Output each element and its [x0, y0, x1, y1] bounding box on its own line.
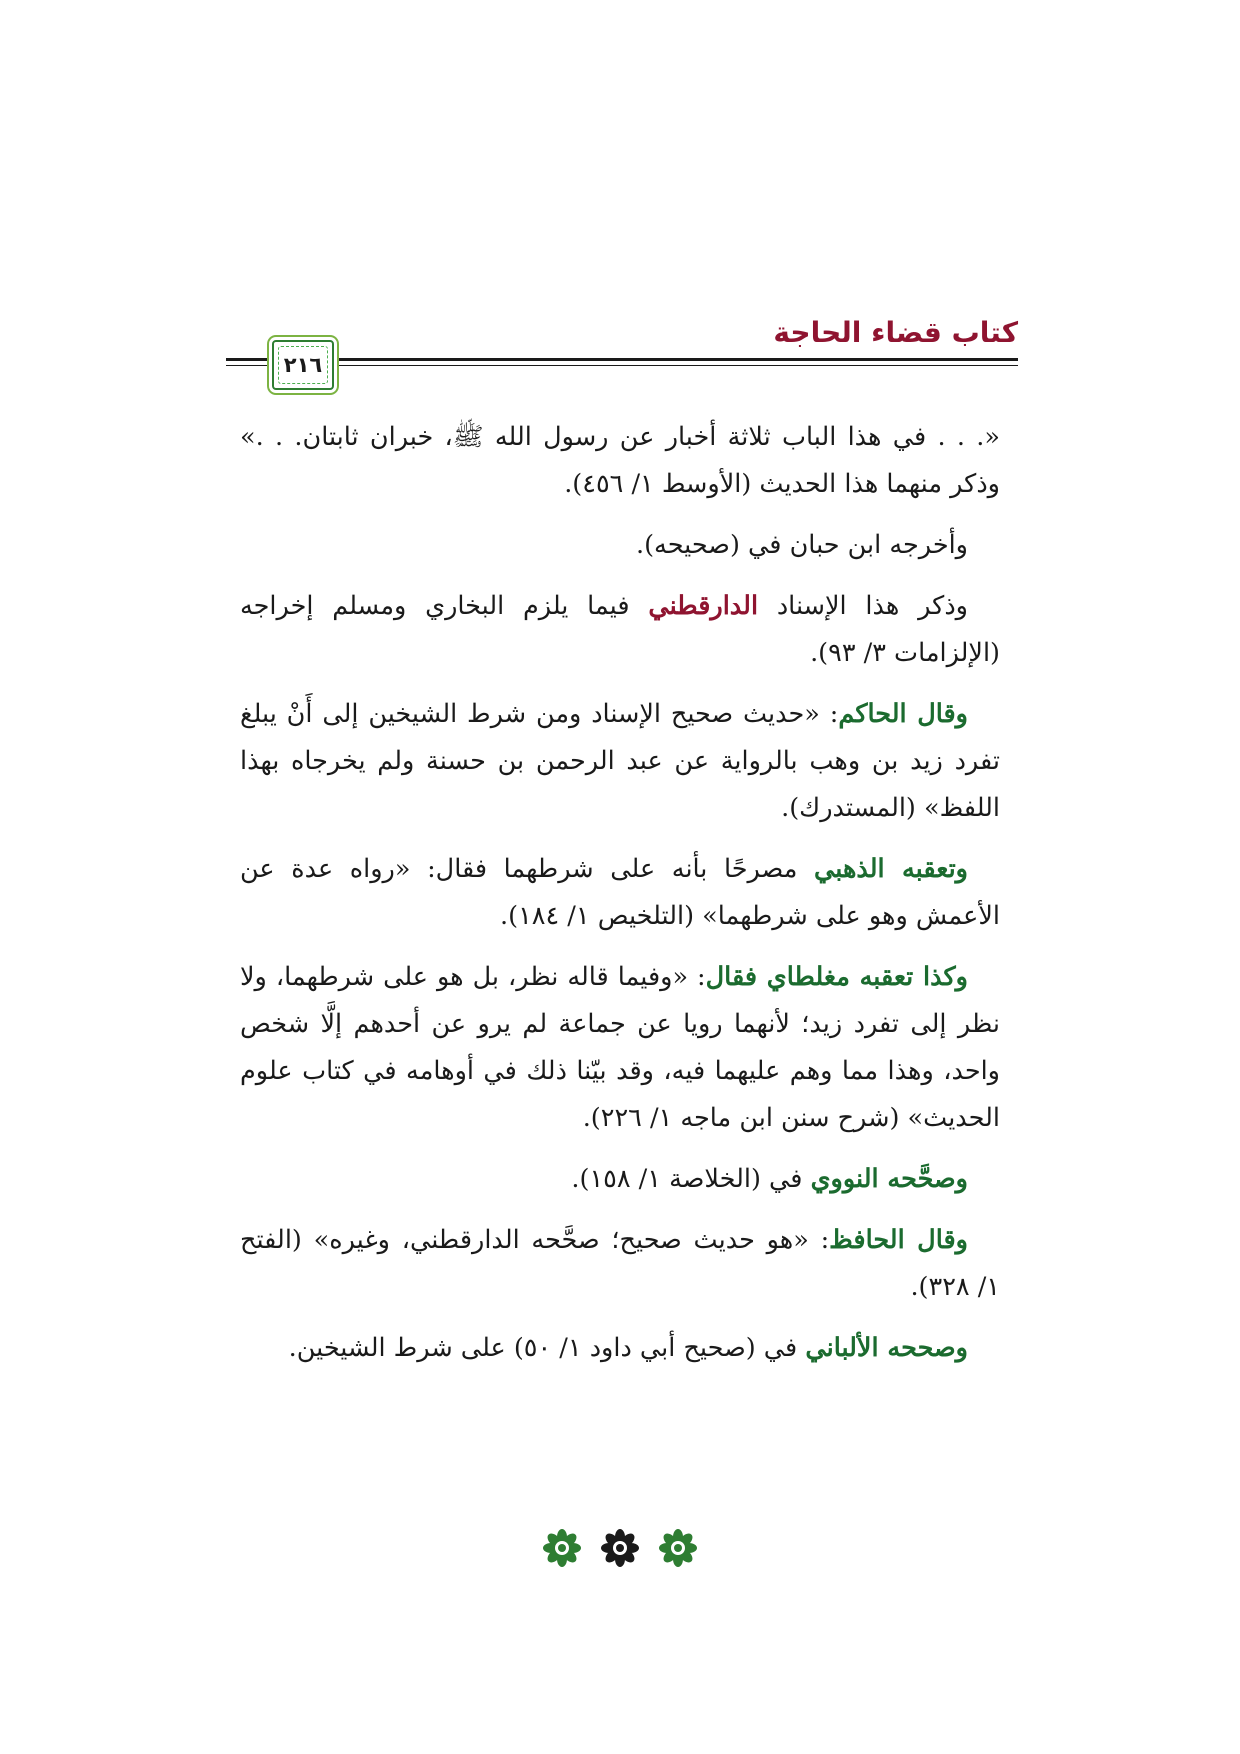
page-body [240, 414, 1000, 1386]
paragraph-text: : «هو حديث صحيح؛ صحَّحه الدارقطني، وغيره» (الفتح ١/ ٣٢٨). [240, 1225, 1000, 1302]
scholar-name: وصحَّحه النووي [810, 1164, 968, 1194]
scholar-name: وتعقبه الذهبي [814, 854, 968, 884]
paragraph-text: فيما يلزم البخاري ومسلم إخراجه (الإلزامات ٣/ ٩٣). [240, 591, 1000, 668]
scholar-name: وصححه الألباني [805, 1333, 968, 1363]
paragraph-text: في (صحيح أبي داود ١/ ٥٠) على شرط الشيخين. [288, 1333, 806, 1363]
paragraph-text: وأخرجه ابن حبان في (صحيحه). [635, 530, 968, 560]
paragraph [240, 954, 1000, 1142]
paragraph-text: مصرحًا بأنه على شرطهما فقال: «رواه عدة عن الأعمش وهو على شرطهما» (التلخيص ١/ ١٨٤). [240, 854, 1000, 931]
scholar-name: الدارقطني [648, 591, 759, 621]
header-rule-thick [226, 358, 1018, 361]
scholar-name: وقال الحافظ [829, 1225, 968, 1255]
paragraph-text: في (الخلاصة ١/ ١٥٨). [571, 1164, 811, 1194]
header-rule-thin [226, 365, 1018, 366]
floral-star-icon [600, 1528, 640, 1568]
paragraph-text: : «وفيما قاله نظر، بل هو على شرطهما، ولا نظر إلى تفرد زيد؛ لأنهما رويا عن جماعة لم يرو عن أحدهم إلَّا شخص واحد، وهذا مما وهم عليهما فيه، وقد بيّنا ذلك في أوهامه في كتاب علوم الحديث» (شرح سنن ابن ماجه ١/ ٢٢٦). [240, 962, 1000, 1133]
page-number: ٢١٦ [278, 346, 328, 384]
paragraph [240, 522, 1000, 569]
paragraph [240, 583, 1000, 677]
paragraph [240, 1156, 1000, 1203]
paragraph [240, 846, 1000, 940]
scholar-name: وقال الحاكم [838, 699, 968, 729]
paragraph [240, 1325, 1000, 1372]
paragraph-text: «. . . في هذا الباب ثلاثة أخبار عن رسول الله ﷺ، خبران ثابتان. . .» وذكر منهما هذا الحديث (الأوسط ١/ ٤٥٦). [240, 422, 1000, 499]
paragraph [240, 1217, 1000, 1311]
paragraph-text: وذكر هذا الإسناد [758, 591, 968, 621]
floral-star-icon [658, 1528, 698, 1568]
paragraph [240, 691, 1000, 832]
floral-star-icon [542, 1528, 582, 1568]
scholar-name: وكذا تعقبه مغلطاي فقال [705, 962, 968, 992]
section-end-ornaments [0, 1528, 1240, 1568]
page-header [226, 310, 1018, 386]
book-title: كتاب قضاء الحاجة [773, 316, 1018, 349]
paragraph-text: : «حديث صحيح الإسناد ومن شرط الشيخين إلى أَنْ يبلغ تفرد زيد بن وهب بالرواية عن عبد الرحمن بن حسنة ولم يخرجاه بهذا اللفظ» (المستدرك). [240, 699, 1000, 823]
page-number-badge [272, 340, 334, 390]
paragraph [240, 414, 1000, 508]
